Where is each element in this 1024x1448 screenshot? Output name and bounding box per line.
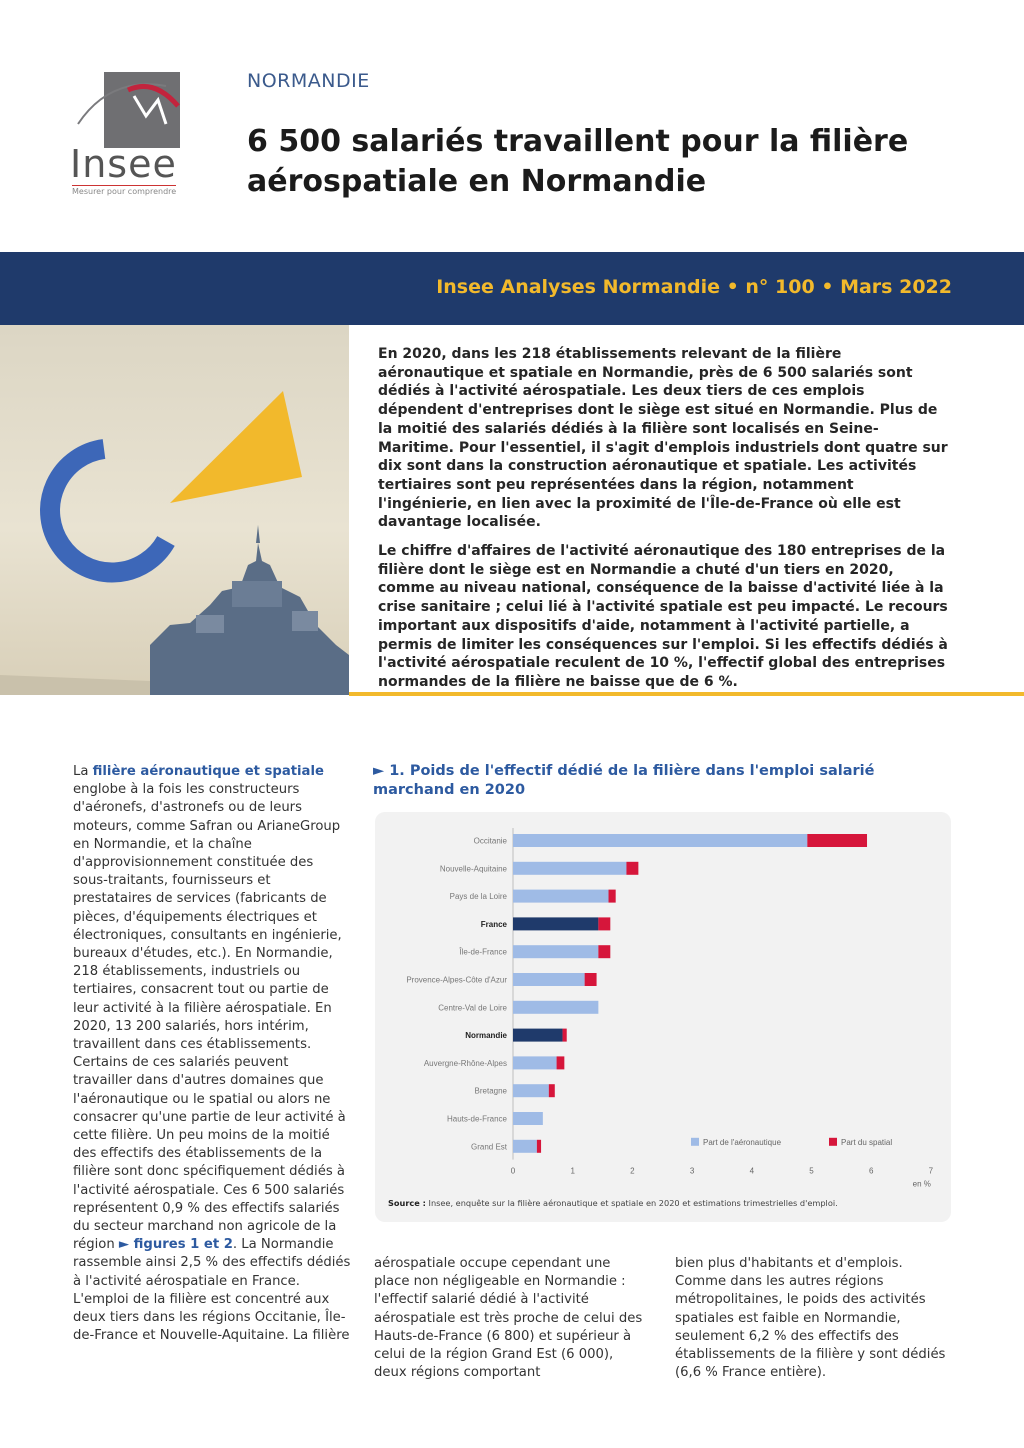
- summary-paragraph-2: Le chiffre d'affaires de l'activité aéronautique des 180 entreprises de la filière dont le siège est en Normandie a chuté d'un tiers en 2020, comme au niveau national, conséquence de la baisse d'activité liée à la crise sanitaire ; celui lié à l'activité spatiale est peu impacté. Le recours important aux dispositifs d'aide, notamment à l'activité partielle, a permis de limiter les conséquences sur l'emploi. Si les effectifs dédiés à l'activité aérospatiale reculent de 10 %, l'effectif global des entreprises normandes de la filière ne baisse que de 6 %.: [378, 543, 948, 690]
- bar-aeronautique: [513, 1029, 563, 1042]
- figure-title: ► 1. Poids de l'effectif dédié de la filière dans l'emploi salarié marchand en 2020: [373, 763, 875, 798]
- abbey-silhouette: [150, 525, 349, 695]
- x-unit-label: en %: [912, 1179, 931, 1189]
- x-tick-label: 1: [570, 1166, 575, 1176]
- summary-paragraph-1: En 2020, dans les 218 établissements relevant de la filière aéronautique et spatiale en Normandie, près de 6 500 salariés sont dédiés à l'activité aérospatiale. Les deux tiers de ces emplois dépendent d'entreprises dont le siège est situé en Normandie. Plus de la moitié des salariés dédiés à la filière sont localisés en Seine-Maritime. Pour l'essentiel, il s'agit d'emplois industriels dont quatre sur dix sont dans la construction aéronautique et spatiale. Les activités tertiaires sont peu représentées dans la région, notamment l'ingénierie, en lien avec la proximité de l'Île-de-France où elle est davantage localisée.: [378, 346, 948, 531]
- bar-aeronautique: [513, 1112, 543, 1125]
- divider-line: [349, 692, 1024, 696]
- bar-spatial: [557, 1056, 565, 1069]
- legend-swatch-spatial: [829, 1138, 837, 1146]
- definition-link[interactable]: filière aéronautique et spatiale: [92, 764, 324, 779]
- bar-aeronautique: [513, 862, 626, 875]
- body-column-left: [73, 763, 351, 1346]
- category-label: Centre-Val de Loire: [438, 1003, 507, 1013]
- figure-source: [388, 1198, 938, 1208]
- legend-label-aeronautique: Part de l'aéronautique: [703, 1137, 782, 1147]
- bar-spatial: [598, 945, 610, 958]
- body-text: . La Normandie rassemble ainsi 2,5 % des effectifs dédiés à l'activité aérospatiale en France. L'emploi de la filière est concentré aux deux tiers dans les régions Occitanie, Île-de-France et Nouvelle-Aquitaine. La filière: [73, 1237, 351, 1344]
- category-label: France: [480, 919, 507, 929]
- bar-spatial: [549, 1084, 555, 1097]
- insee-logo: [70, 72, 182, 197]
- body-column-middle: aérospatiale occupe cependant une place non négligeable en Normandie : l'effectif salarié dédié à l'activité aérospatiale est très proche de celui des Hauts-de-France (6 800) et supérieur à celui de la région Grand Est (6 000), deux régions comportant: [374, 1256, 643, 1381]
- bar-chart: [375, 812, 951, 1222]
- bar-spatial: [598, 917, 610, 930]
- bar-aeronautique: [513, 1056, 557, 1069]
- page-title: 6 500 salariés travaillent pour la filière aérospatiale en Normandie: [247, 124, 909, 199]
- bar-aeronautique: [513, 1001, 598, 1014]
- x-tick-label: 4: [749, 1166, 755, 1176]
- figure-reference-link[interactable]: ► figures 1 et 2: [118, 1237, 233, 1253]
- source-label: Source :: [388, 1198, 426, 1208]
- category-label: Pays de la Loire: [449, 892, 507, 902]
- bar-spatial: [626, 862, 638, 875]
- body-column-right: bien plus d'habitants et d'emplois. Comme dans les autres régions métropolitaines, le poids des activités spatiales est faible en Normandie, seulement 6,2 % des effectifs des établissements de la filière y sont dédiés (6,6 % France entière).: [675, 1256, 946, 1381]
- category-label: Occitanie: [473, 836, 507, 846]
- logo-tagline: Mesurer pour comprendre: [72, 187, 177, 196]
- blue-arc-shape: [50, 449, 166, 572]
- legend-swatch-aeronautique: [691, 1138, 699, 1146]
- sand-shape: [0, 675, 150, 695]
- bar-aeronautique: [513, 890, 609, 903]
- bar-spatial: [537, 1140, 541, 1153]
- logo-wordmark: Insee: [70, 142, 177, 186]
- category-label: Auvergne-Rhône-Alpes: [423, 1058, 507, 1068]
- body-text: englobe à la fois les constructeurs d'aéronefs, d'astronefs ou de leurs moteurs, comme Safran ou ArianeGroup en Normandie, et la chaîne d'approvisionnement constituée des sous-traitants, fournisseurs et prestataires de services (fabricants de pièces, d'équipements électriques et électroniques, consultants en ingénierie, bureaux d'études, etc.). En Normandie, 218 établissements, industriels ou tertiaires, consacrent tout ou partie de leur activité à la filière aérospatiale. En 2020, 13 200 salariés, hors intérim, travaillent dans ces établissements. Certains de ces salariés peuvent travailler dans d'autres domaines que l'aéronautique ou le spatial ou alors ne consacrer qu'une partie de leur activité à cette filière. Un peu moins de la moitié des effectifs des établissements de la filière sont donc spécifiquement dédiés à l'activité aérospatiale. Ces 6 500 salariés représentent 0,9 % des effectifs salariés du secteur marchand non agricole de la région: [73, 782, 346, 1253]
- bar-spatial: [609, 890, 616, 903]
- mont-saint-michel-illustration: [0, 325, 349, 695]
- yellow-wedge-shape: [170, 391, 302, 503]
- body-text: La: [73, 764, 93, 779]
- x-tick-label: 5: [809, 1166, 814, 1176]
- category-label: Normandie: [465, 1031, 507, 1041]
- region-label: NORMANDIE: [247, 70, 370, 92]
- bar-spatial: [807, 834, 867, 847]
- figure-panel: [375, 812, 951, 1222]
- source-text: Insee, enquête sur la filière aéronautique et spatiale en 2020 et estimations trimestrielles d'emploi.: [425, 1198, 838, 1208]
- bar-aeronautique: [513, 945, 598, 958]
- x-tick-label: 0: [510, 1166, 516, 1176]
- x-tick-label: 7: [928, 1166, 934, 1176]
- bar-aeronautique: [513, 917, 598, 930]
- publication-info: Insee Analyses Normandie • n° 100 • Mars 2022: [436, 276, 952, 298]
- bar-spatial: [585, 973, 597, 986]
- x-tick-label: 6: [868, 1166, 874, 1176]
- summary-box: [378, 345, 952, 702]
- logo-arc-icon: [70, 72, 182, 148]
- x-tick-label: 2: [630, 1166, 635, 1176]
- category-label: Provence-Alpes-Côte d'Azur: [406, 975, 507, 985]
- category-label: Nouvelle-Aquitaine: [439, 864, 507, 874]
- hero-illustration: [0, 325, 349, 695]
- bar-aeronautique: [513, 1084, 549, 1097]
- category-label: Hauts-de-France: [446, 1114, 507, 1124]
- bar-aeronautique: [513, 834, 807, 847]
- bar-aeronautique: [513, 973, 585, 986]
- x-tick-label: 3: [689, 1166, 695, 1176]
- bar-aeronautique: [513, 1140, 537, 1153]
- publication-band: [0, 252, 1024, 325]
- category-label: Grand Est: [470, 1142, 507, 1152]
- category-label: Bretagne: [474, 1086, 507, 1096]
- category-label: Île-de-France: [459, 947, 507, 957]
- legend-label-spatial: Part du spatial: [841, 1137, 893, 1147]
- bar-spatial: [563, 1029, 567, 1042]
